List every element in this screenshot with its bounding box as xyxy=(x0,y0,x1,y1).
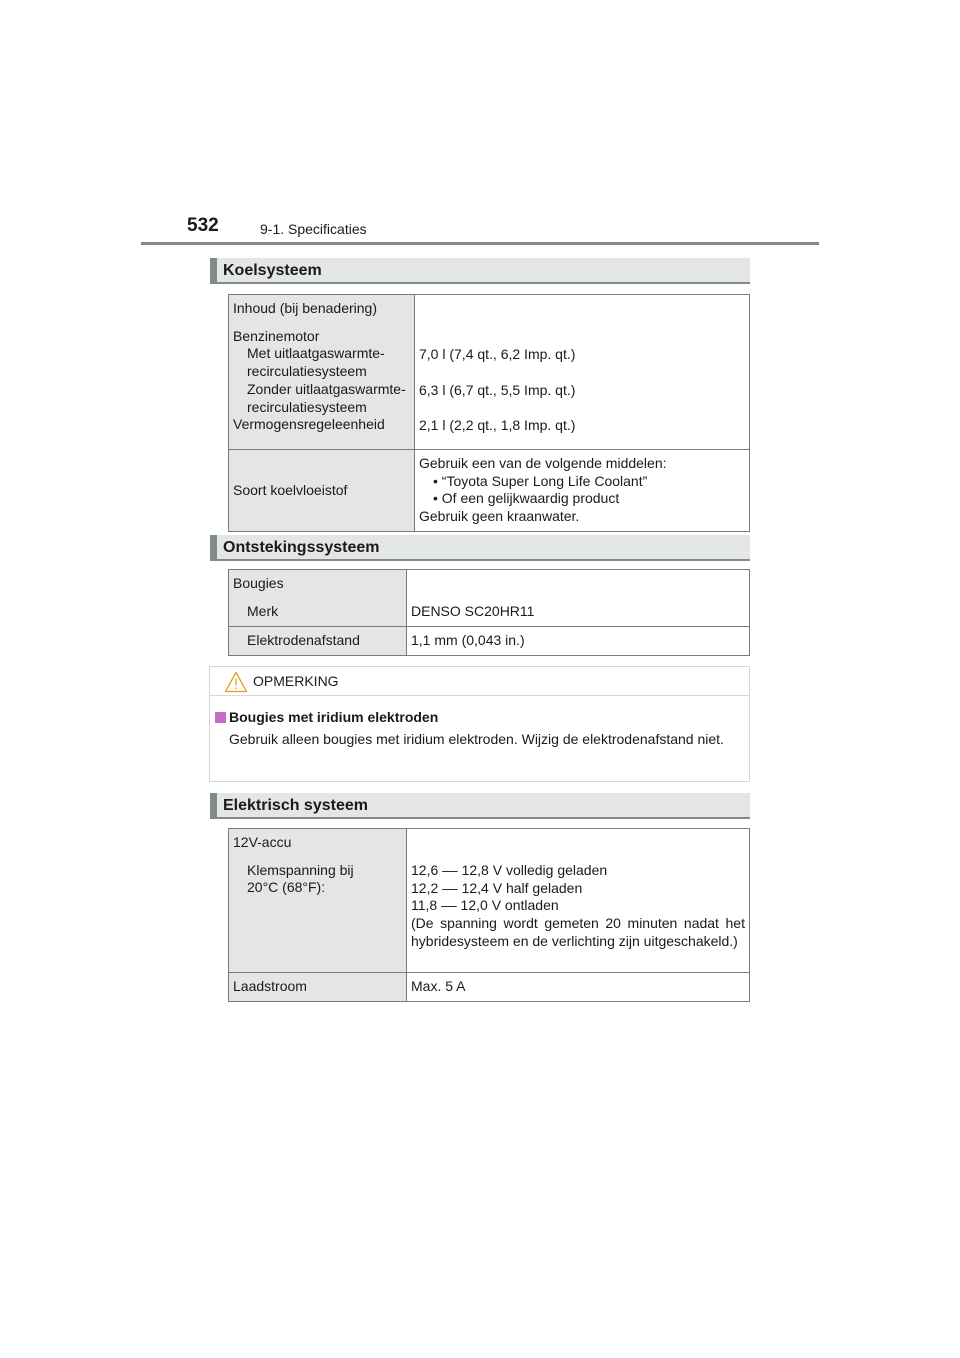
spark-plug-label: Bougies xyxy=(233,575,284,591)
ignition-table xyxy=(228,569,750,656)
page-number: 532 xyxy=(187,215,219,236)
without-egr-label-2: recirculatiesysteem xyxy=(247,398,367,415)
coolant-instruction: Gebruik een van de volgende middelen: xyxy=(419,455,667,471)
capacity-value-without-egr: 6,3 l (6,7 qt., 5,5 Imp. qt.) xyxy=(419,381,576,398)
warning-triangle-icon xyxy=(224,671,248,693)
table-row xyxy=(229,570,750,627)
table-row xyxy=(229,450,750,532)
capacity-value-with-egr: 7,0 l (7,4 qt., 6,2 Imp. qt.) xyxy=(419,346,576,362)
with-egr-label-2: recirculatiesysteem xyxy=(247,363,367,380)
notice-header xyxy=(210,667,749,696)
spark-plug-label-cell xyxy=(229,570,407,627)
electrode-gap-label: Elektrodenafstand xyxy=(247,631,360,648)
capacity-value-pcu: 2,1 l (2,2 qt., 1,8 Imp. qt.) xyxy=(419,417,576,434)
section-title: Koelsysteem xyxy=(223,262,322,279)
table-row xyxy=(229,295,750,450)
section-title: Elektrisch systeem xyxy=(223,797,368,814)
charging-current-label-cell xyxy=(229,973,407,1002)
table-row xyxy=(229,973,750,1002)
table-row xyxy=(229,829,750,973)
without-egr-label: Zonder uitlaatgaswarmte- xyxy=(247,380,406,397)
notice-subtitle: Bougies met iridium elektroden xyxy=(229,709,439,725)
coolant-option-1: • “Toyota Super Long Life Coolant” xyxy=(433,472,648,489)
spark-plug-value-cell xyxy=(407,570,750,627)
charging-current-label: Laadstroom xyxy=(233,978,307,995)
capacity-label-cell xyxy=(229,295,415,450)
voltage-half-charged: 12,2 –– 12,4 V half geladen xyxy=(411,879,583,896)
coolant-type-label: Soort koelvloeistof xyxy=(233,481,348,498)
gap-label-cell xyxy=(229,626,407,655)
coolant-option-2: • Of een gelijkwaardig product xyxy=(433,490,620,507)
notice-title: OPMERKING xyxy=(253,673,339,689)
section-title: Ontstekingssysteem xyxy=(223,539,380,556)
section-marker xyxy=(210,535,217,559)
chapter-title: 9-1. Specificaties xyxy=(260,221,367,237)
terminal-voltage-label: Klemspanning bij xyxy=(247,861,354,878)
section-marker xyxy=(210,793,217,817)
brand-label: Merk xyxy=(247,602,279,619)
voltage-discharged: 11,8 –– 12,0 V ontladen xyxy=(411,897,559,914)
notice-body: Gebruik alleen bougies met iridium elektroden. Wijzig de elektrodenafstand niet. xyxy=(229,731,724,747)
voltage-measurement-note: (De spanning wordt gemeten 20 minuten nadat het hybridesysteem en de verlichting zijn uitgeschakeld.) xyxy=(411,915,745,949)
notice-box xyxy=(209,666,750,782)
battery-label-cell xyxy=(229,829,407,973)
header-rule xyxy=(141,242,819,245)
bullet-square-icon xyxy=(215,712,226,723)
charging-current-value-cell xyxy=(407,973,750,1002)
section-heading-electrical xyxy=(210,793,750,819)
section-heading-ignition xyxy=(210,535,750,561)
power-control-unit-label: Vermogensregeleenheid xyxy=(233,416,385,433)
terminal-voltage-temp-label: 20°C (68°F): xyxy=(247,879,326,896)
electrode-gap-value: 1,1 mm (0,043 in.) xyxy=(411,631,525,648)
voltage-fully-charged: 12,6 –– 12,8 V volledig geladen xyxy=(411,862,608,878)
table-row xyxy=(229,626,750,655)
spark-plug-brand-value: DENSO SC20HR11 xyxy=(411,603,535,619)
battery-value-cell xyxy=(407,829,750,973)
section-marker xyxy=(210,258,217,282)
gasoline-engine-label: Benzinemotor xyxy=(233,327,320,344)
coolant-warning: Gebruik geen kraanwater. xyxy=(419,508,580,525)
capacity-label: Inhoud (bij benadering) xyxy=(233,300,377,316)
charging-current-value: Max. 5 A xyxy=(411,978,466,995)
with-egr-label: Met uitlaatgaswarmte- xyxy=(247,345,385,362)
cooling-table xyxy=(228,294,750,532)
coolant-type-label-cell xyxy=(229,450,415,532)
battery-label: 12V-accu xyxy=(233,834,292,850)
capacity-value-cell xyxy=(415,295,750,450)
coolant-type-value-cell xyxy=(415,450,750,532)
section-heading-cooling xyxy=(210,258,750,284)
electrical-table xyxy=(228,828,750,1002)
gap-value-cell xyxy=(407,626,750,655)
